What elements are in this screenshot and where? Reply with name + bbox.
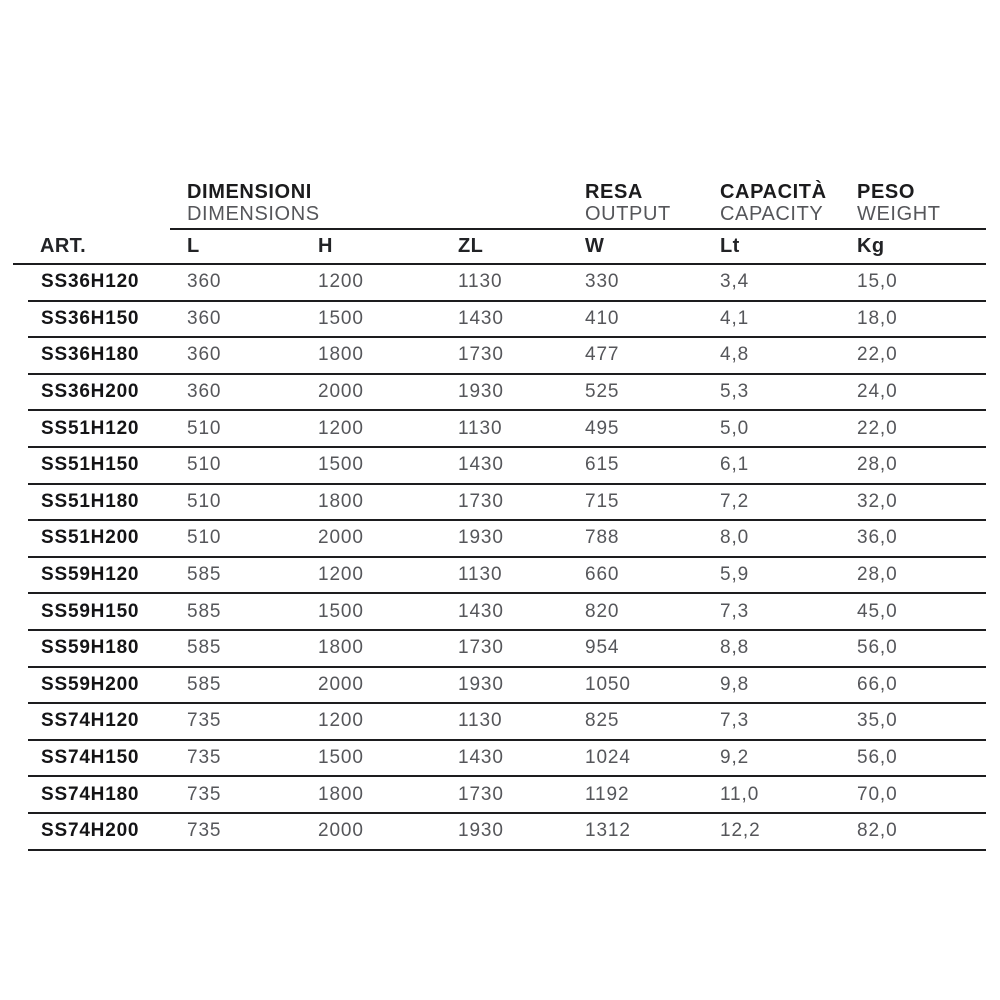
h-value-cell: 1200 — [318, 710, 364, 732]
h-value-cell: 1800 — [318, 783, 364, 805]
art-code-cell: SS51H180 — [41, 490, 140, 512]
table-row — [28, 704, 986, 741]
column-group-header-row — [13, 179, 986, 225]
w-value-cell: 788 — [585, 527, 620, 549]
l-value-cell: 510 — [187, 490, 222, 512]
lt-value-cell: 8,0 — [720, 527, 750, 549]
art-code-cell: SS59H200 — [41, 673, 140, 695]
l-value-cell: 510 — [187, 527, 222, 549]
zl-value-cell: 1130 — [458, 564, 503, 586]
kg-value-cell: 22,0 — [857, 344, 898, 366]
column-group-capacity — [720, 181, 857, 225]
kg-value-cell: 56,0 — [857, 747, 898, 769]
l-value-cell: 360 — [187, 307, 222, 329]
table-row — [28, 448, 986, 485]
art-code-cell: SS59H120 — [41, 564, 140, 586]
table-row — [28, 485, 986, 522]
kg-value-cell: 32,0 — [857, 490, 898, 512]
column-header-l: L — [187, 235, 200, 257]
l-value-cell: 735 — [187, 820, 222, 842]
table-row — [28, 814, 986, 851]
zl-value-cell: 1430 — [458, 307, 504, 329]
w-value-cell: 820 — [585, 600, 620, 622]
table-row — [28, 668, 986, 705]
lt-value-cell: 7,3 — [720, 710, 750, 732]
h-value-cell: 2000 — [318, 820, 364, 842]
h-value-cell: 1200 — [318, 271, 364, 293]
column-header-art: ART. — [40, 235, 87, 257]
l-value-cell: 585 — [187, 564, 222, 586]
zl-value-cell: 1730 — [458, 344, 504, 366]
art-code-cell: SS36H200 — [41, 381, 140, 403]
art-code-cell: SS51H150 — [41, 454, 140, 476]
column-header-lt: Lt — [720, 235, 740, 257]
lt-value-cell: 3,4 — [720, 271, 750, 293]
zl-value-cell: 1930 — [458, 527, 504, 549]
h-value-cell: 1800 — [318, 637, 364, 659]
lt-value-cell: 6,1 — [720, 454, 750, 476]
h-value-cell: 2000 — [318, 527, 364, 549]
table-row — [28, 521, 986, 558]
kg-value-cell: 70,0 — [857, 783, 898, 805]
table-row — [28, 631, 986, 668]
h-value-cell: 1500 — [318, 307, 364, 329]
art-code-cell: SS36H180 — [41, 344, 140, 366]
h-value-cell: 1500 — [318, 454, 364, 476]
h-value-cell: 2000 — [318, 673, 364, 695]
zl-value-cell: 1730 — [458, 783, 504, 805]
art-code-cell: SS36H120 — [41, 271, 140, 293]
art-code-cell: SS74H180 — [41, 783, 140, 805]
lt-value-cell: 8,8 — [720, 637, 750, 659]
table-row — [28, 338, 986, 375]
kg-value-cell: 56,0 — [857, 637, 898, 659]
table-row — [28, 594, 986, 631]
spec-table — [13, 179, 986, 851]
kg-value-cell: 18,0 — [857, 307, 898, 329]
h-value-cell: 1200 — [318, 564, 364, 586]
zl-value-cell: 1430 — [458, 747, 504, 769]
group-label-secondary: DIMENSIONS — [187, 203, 320, 225]
lt-value-cell: 9,8 — [720, 673, 750, 695]
group-label-primary: RESA — [585, 181, 643, 203]
kg-value-cell: 28,0 — [857, 454, 898, 476]
lt-value-cell: 9,2 — [720, 747, 750, 769]
group-label-secondary: CAPACITY — [720, 203, 824, 225]
group-label-primary: DIMENSIONI — [187, 181, 312, 203]
table-row — [28, 558, 986, 595]
group-label-primary: CAPACITÀ — [720, 181, 827, 203]
l-value-cell: 360 — [187, 381, 222, 403]
group-label-secondary: WEIGHT — [857, 203, 941, 225]
zl-value-cell: 1930 — [458, 673, 504, 695]
kg-value-cell: 24,0 — [857, 381, 898, 403]
kg-value-cell: 82,0 — [857, 820, 898, 842]
art-code-cell: SS59H180 — [41, 637, 140, 659]
l-value-cell: 360 — [187, 344, 222, 366]
group-label-secondary: OUTPUT — [585, 203, 671, 225]
column-header-w: W — [585, 235, 605, 257]
zl-value-cell: 1930 — [458, 820, 504, 842]
table-row — [28, 411, 986, 448]
w-value-cell: 477 — [585, 344, 620, 366]
kg-value-cell: 36,0 — [857, 527, 898, 549]
w-value-cell: 410 — [585, 307, 620, 329]
table-row — [28, 741, 986, 778]
art-code-cell: SS74H200 — [41, 820, 140, 842]
w-value-cell: 715 — [585, 490, 620, 512]
art-code-cell: SS51H120 — [41, 417, 140, 439]
w-value-cell: 660 — [585, 564, 620, 586]
kg-value-cell: 28,0 — [857, 564, 898, 586]
table-row — [28, 302, 986, 339]
lt-value-cell: 4,8 — [720, 344, 750, 366]
lt-value-cell: 7,3 — [720, 600, 750, 622]
column-group-output — [585, 181, 720, 225]
kg-value-cell: 15,0 — [857, 271, 898, 293]
l-value-cell: 510 — [187, 454, 222, 476]
zl-value-cell: 1730 — [458, 637, 504, 659]
w-value-cell: 525 — [585, 381, 620, 403]
lt-value-cell: 5,0 — [720, 417, 750, 439]
column-header-zl: ZL — [458, 235, 484, 257]
h-value-cell: 1800 — [318, 490, 364, 512]
zl-value-cell: 1130 — [458, 417, 503, 439]
zl-value-cell: 1730 — [458, 490, 504, 512]
w-value-cell: 1050 — [585, 673, 631, 695]
w-value-cell: 615 — [585, 454, 620, 476]
table-row — [28, 265, 986, 302]
zl-value-cell: 1430 — [458, 454, 504, 476]
table-row — [28, 777, 986, 814]
h-value-cell: 1500 — [318, 600, 364, 622]
l-value-cell: 735 — [187, 747, 222, 769]
kg-value-cell: 22,0 — [857, 417, 898, 439]
w-value-cell: 1024 — [585, 747, 631, 769]
kg-value-cell: 66,0 — [857, 673, 898, 695]
h-value-cell: 1500 — [318, 747, 364, 769]
l-value-cell: 585 — [187, 673, 222, 695]
table-row — [28, 375, 986, 412]
w-value-cell: 1312 — [585, 820, 631, 842]
w-value-cell: 1192 — [585, 783, 630, 805]
art-code-cell: SS74H150 — [41, 747, 140, 769]
column-header-kg: Kg — [857, 235, 885, 257]
lt-value-cell: 12,2 — [720, 820, 761, 842]
lt-value-cell: 4,1 — [720, 307, 750, 329]
zl-value-cell: 1130 — [458, 271, 503, 293]
column-header-row — [13, 230, 986, 265]
h-value-cell: 1200 — [318, 417, 364, 439]
w-value-cell: 954 — [585, 637, 620, 659]
lt-value-cell: 5,3 — [720, 381, 750, 403]
zl-value-cell: 1130 — [458, 710, 503, 732]
table-body — [13, 265, 986, 851]
column-group-weight — [857, 181, 986, 225]
group-label-primary: PESO — [857, 181, 915, 203]
h-value-cell: 2000 — [318, 381, 364, 403]
w-value-cell: 330 — [585, 271, 620, 293]
kg-value-cell: 35,0 — [857, 710, 898, 732]
art-code-cell: SS74H120 — [41, 710, 140, 732]
l-value-cell: 585 — [187, 600, 222, 622]
l-value-cell: 735 — [187, 710, 222, 732]
w-value-cell: 495 — [585, 417, 620, 439]
zl-value-cell: 1930 — [458, 381, 504, 403]
h-value-cell: 1800 — [318, 344, 364, 366]
lt-value-cell: 11,0 — [720, 783, 760, 805]
l-value-cell: 510 — [187, 417, 222, 439]
art-code-cell: SS59H150 — [41, 600, 140, 622]
art-code-cell: SS36H150 — [41, 307, 140, 329]
l-value-cell: 585 — [187, 637, 222, 659]
lt-value-cell: 5,9 — [720, 564, 750, 586]
zl-value-cell: 1430 — [458, 600, 504, 622]
art-code-cell: SS51H200 — [41, 527, 140, 549]
lt-value-cell: 7,2 — [720, 490, 750, 512]
column-header-h: H — [318, 235, 333, 257]
column-group-dimensions — [187, 181, 585, 225]
l-value-cell: 735 — [187, 783, 222, 805]
kg-value-cell: 45,0 — [857, 600, 898, 622]
l-value-cell: 360 — [187, 271, 222, 293]
w-value-cell: 825 — [585, 710, 620, 732]
